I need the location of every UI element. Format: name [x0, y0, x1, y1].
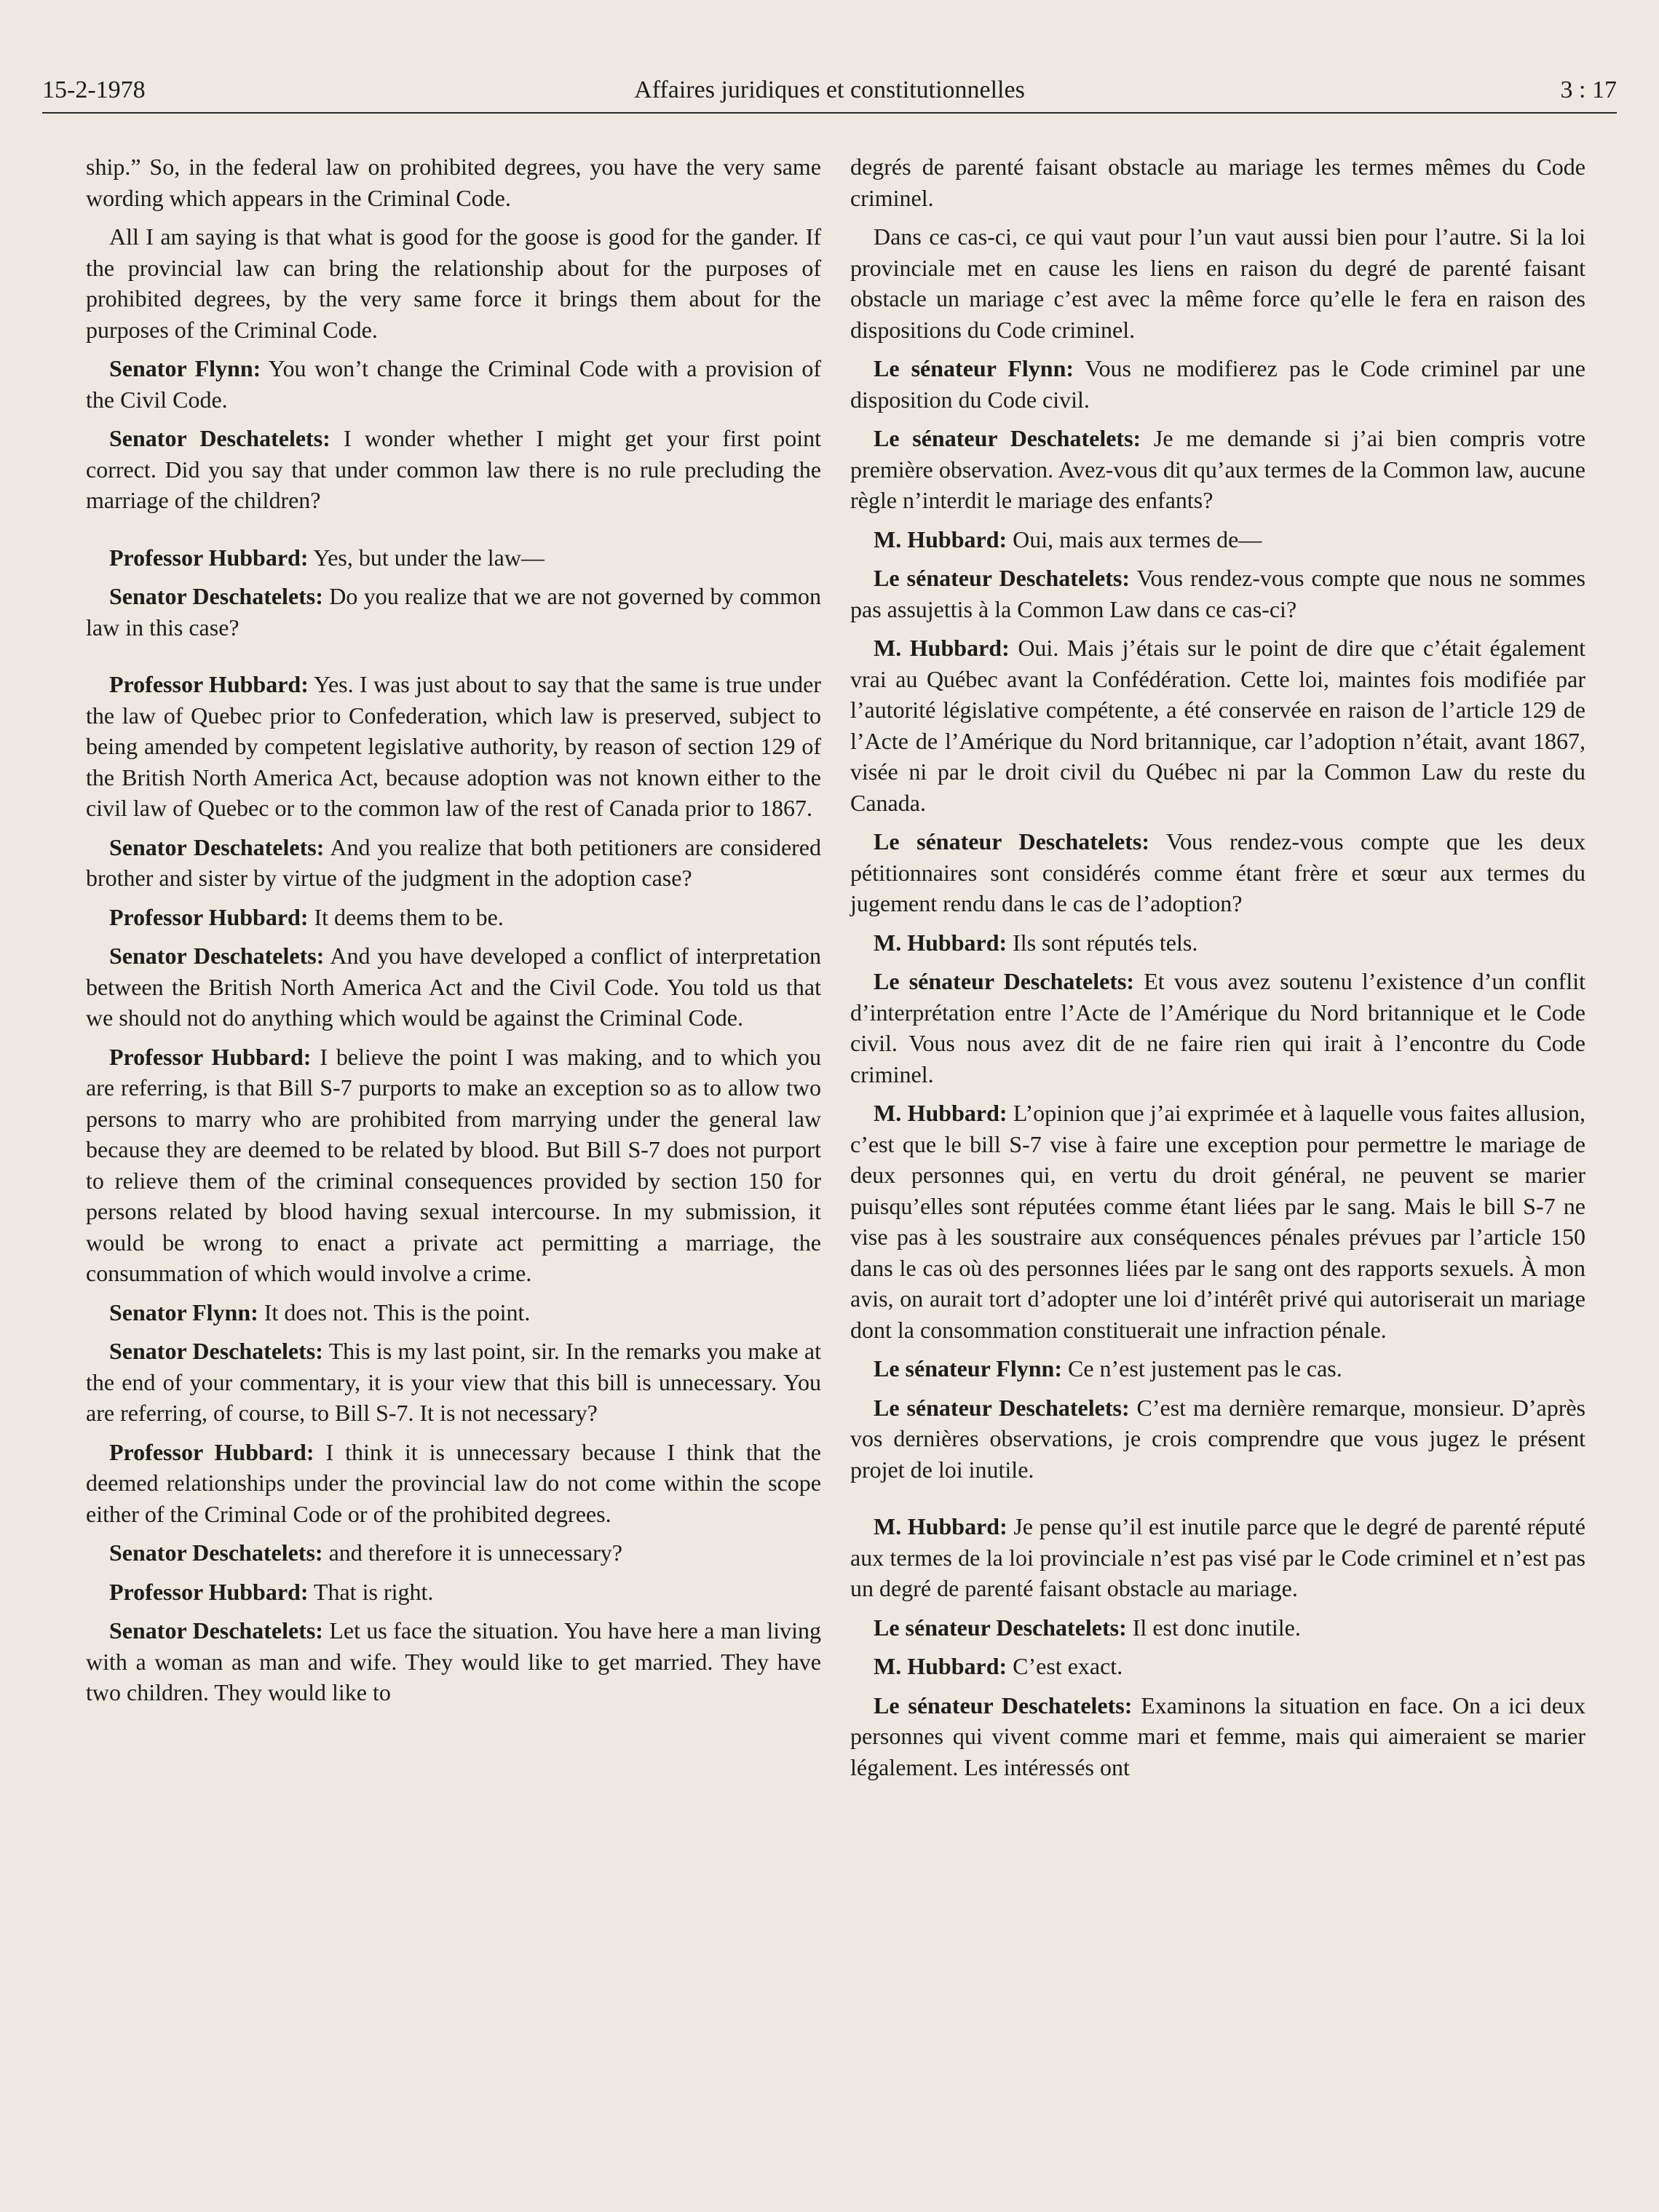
- paragraph-text: Je pense qu’il est inutile parce que le degré de parenté réputé aux termes de la loi provinciale n’est pas visé par le Code criminel et n’est pas un degré de parenté faisant obstacle au mariage.: [850, 1513, 1586, 1601]
- paragraph-text: I wonder whether I might get your first point correct. Did you say that under common law there is no rule precluding the marriage of the children?: [86, 425, 821, 513]
- paragraph-text: Oui. Mais j’étais sur le point de dire que c’était également vrai au Québec avant la Confédération. Cette loi, maintes fois modifiée par l’autorité législative compétente, a été conservée en raison de l’article 129 de l’Acte de l’Amérique du Nord britannique, car l’adoption n’était, avant 1867, visée ni par le droit civil du Québec ni par la Common Law du reste du Canada.: [850, 635, 1586, 816]
- paragraph-text: C’est exact.: [1007, 1653, 1123, 1679]
- speaker-name: Senator Flynn:: [109, 355, 261, 381]
- paragraph: [86, 940, 821, 1034]
- paragraph-text: Ils sont réputés tels.: [1007, 929, 1198, 956]
- paragraph-text: and therefore it is unnecessary?: [322, 1539, 622, 1566]
- speaker-name: M. Hubbard:: [874, 1100, 1007, 1126]
- paragraph: [850, 221, 1585, 345]
- paragraph-text: Do you realize that we are not governed by common law in this case?: [86, 583, 821, 641]
- paragraph-text: Vous ne modifierez pas le Code criminel par une disposition du Code civil.: [850, 355, 1586, 413]
- speaker-name: Senator Deschatelets:: [109, 943, 325, 969]
- paragraph: [850, 966, 1585, 1090]
- paragraph-text: Oui, mais aux termes de—: [1007, 526, 1262, 552]
- paragraph: [86, 1437, 821, 1530]
- paragraph: [86, 1577, 821, 1608]
- paragraph: [86, 221, 821, 345]
- paragraph: [86, 1615, 821, 1708]
- speaker-name: Professor Hubbard:: [109, 671, 309, 697]
- english-column: [86, 151, 821, 1716]
- paragraph-text: Je me demande si j’ai bien compris votre première observation. Avez-vous dit qu’aux termes de la Common law, aucune règle n’interdit le mariage des enfants?: [850, 425, 1586, 513]
- speaker-name: Professor Hubbard:: [109, 903, 309, 930]
- speaker-name: Professor Hubbard:: [109, 1578, 309, 1605]
- paragraph: [850, 1098, 1585, 1345]
- speaker-name: Senator Deschatelets:: [109, 1617, 323, 1644]
- paragraph-text: It deems them to be.: [308, 903, 504, 930]
- paragraph-text: All I am saying is that what is good for the goose is good for the gander. If the provincial law can bring the relationship about for the purposes of prohibited degrees, by the very same force it brings them about for the purposes of the Criminal Code.: [86, 223, 821, 343]
- paragraph-text: L’opinion que j’ai exprimée et à laquelle vous faites allusion, c’est que le bill S-7 vise à faire une exception pour permettre le mariage de deux personnes qui, en vertu du droit général, ne peuvent se marier puisqu’elles sont réputées comme étant liées par le sang. Mais le bill S-7 ne vise pas à les soustraire aux conséquences pénales prévues par l’article 150 dans le cas où des personnes liées par le sang ont des rapports sexuels. À mon avis, on aurait tort d’adopter une loi d’intérêt privé qui autoriserait un mariage dont la consommation constituerait une infraction pénale.: [850, 1100, 1586, 1343]
- speaker-name: Senator Flynn:: [109, 1299, 258, 1325]
- paragraph-text: degrés de parenté faisant obstacle au mariage les termes mêmes du Code criminel.: [850, 154, 1585, 211]
- page-header: [42, 76, 1617, 113]
- paragraph-text: You won’t change the Criminal Code with a provision of the Civil Code.: [86, 355, 822, 413]
- speaker-name: M. Hubbard:: [874, 929, 1007, 956]
- paragraph-text: Let us face the situation. You have here a man living with a woman as man and wife. They would like to get married. They have two children. They would like to: [86, 1617, 822, 1705]
- paragraph: [850, 633, 1585, 818]
- header-title: Affaires juridiques et constitutionnelles: [634, 76, 1025, 103]
- paragraph: [86, 1336, 821, 1429]
- speaker-name: M. Hubbard:: [874, 635, 1010, 661]
- speaker-name: Le sénateur Flynn:: [874, 1355, 1062, 1381]
- speaker-name: Senator Deschatelets:: [109, 1539, 323, 1566]
- paragraph: [850, 1612, 1585, 1644]
- paragraph: [86, 353, 821, 415]
- paragraph: [850, 353, 1585, 415]
- paragraph-text: And you realize that both petitioners are considered brother and sister by virtue of the judgment in the adoption case?: [86, 833, 822, 891]
- paragraph: [86, 832, 821, 894]
- speaker-name: Le sénateur Deschatelets:: [874, 828, 1149, 855]
- paragraph-text: Examinons la situation en face. On a ici deux personnes qui vivent comme mari et femme, mais qui aimeraient se marier légalement. Les intéressés ont: [850, 1692, 1586, 1780]
- french-column: [850, 151, 1585, 1791]
- paragraph-text: Ce n’est justement pas le cas.: [1061, 1355, 1342, 1381]
- paragraph: [850, 423, 1585, 516]
- paragraph: [86, 423, 821, 516]
- speaker-name: M. Hubbard:: [874, 526, 1007, 552]
- speaker-name: Senator Deschatelets:: [109, 425, 330, 451]
- paragraph: [86, 1297, 821, 1328]
- speaker-name: Le sénateur Deschatelets:: [874, 968, 1135, 994]
- paragraph-text: I think it is unnecessary because I think that the deemed relationships under the provincial law do not come within the scope either of the Criminal Code or of the prohibited degrees.: [86, 1438, 822, 1527]
- paragraph: [850, 1511, 1585, 1604]
- paragraph: [850, 1690, 1585, 1783]
- paragraph: [850, 1353, 1585, 1384]
- paragraph: [86, 902, 821, 933]
- paragraph: [850, 1651, 1585, 1682]
- paragraph-text: Yes. I was just about to say that the same is true under the law of Quebec prior to Confederation, which law is preserved, subject to being amended by competent legislative authority, by reason of section 129 of the British North America Act, because adoption was not known either to the civil law of Quebec or to the common law of the rest of Canada prior to 1867.: [86, 671, 822, 821]
- paragraph-text: This is my last point, sir. In the remarks you make at the end of your commentary, it is your view that this bill is unnecessary. You are referring, of course, to Bill S-7. It is not necessary?: [86, 1338, 822, 1426]
- paragraph: [850, 563, 1585, 625]
- paragraph-text: And you have developed a conflict of interpretation between the British North America Act and the Civil Code. You told us that we should not do anything which would be against the Criminal Code.: [86, 943, 822, 1031]
- paragraph-text: I believe the point I was making, and to which you are referring, is that Bill S-7 purports to make an exception so as to allow two persons to marry who are prohibited from marrying under the general law because they are deemed to be related by blood. But Bill S-7 does not purport to relieve them of the criminal consequences provided by section 150 for persons related by blood having sexual intercourse. In my submission, it would be wrong to enact a private act permitting a marriage, the consummation of which would involve a crime.: [86, 1043, 821, 1286]
- paragraph: [850, 927, 1585, 959]
- speaker-name: Senator Deschatelets:: [109, 583, 323, 609]
- speaker-name: Professor Hubbard:: [109, 544, 309, 571]
- speaker-name: Le sénateur Deschatelets:: [874, 1394, 1130, 1421]
- speaker-name: Le sénateur Deschatelets:: [874, 1614, 1127, 1641]
- header-date: 15-2-1978: [42, 76, 146, 103]
- paragraph: [850, 826, 1585, 919]
- paragraph: [86, 669, 821, 824]
- paragraph-text: Et vous avez soutenu l’existence d’un conflit d’interprétation entre l’Acte de l’Amérique du Nord britannique et le Code civil. Vous nous avez dit de ne faire rien qui irait à l’encontre du Code criminel.: [850, 968, 1585, 1087]
- paragraph: [86, 151, 821, 213]
- header-rule: [42, 112, 1617, 114]
- speaker-name: Le sénateur Deschatelets:: [874, 1692, 1133, 1719]
- paragraph: [850, 524, 1585, 555]
- speaker-name: Senator Deschatelets:: [109, 1338, 323, 1364]
- paragraph-text: Yes, but under the law—: [308, 544, 545, 571]
- paragraph: [86, 1537, 821, 1569]
- paragraph-text: Dans ce cas-ci, ce qui vaut pour l’un vaut aussi bien pour l’autre. Si la loi provinciale met en cause les liens en raison du degré de parenté faisant obstacle un mariage c’est avec la même force qu’elle le fera en raison des dispositions du Code criminel.: [850, 223, 1585, 343]
- speaker-name: Senator Deschatelets:: [109, 833, 325, 860]
- speaker-name: Le sénateur Flynn:: [874, 355, 1074, 381]
- speaker-name: Le sénateur Deschatelets:: [874, 565, 1131, 591]
- paragraph-text: C’est ma dernière remarque, monsieur. D’après vos dernières observations, je crois comprendre que vous jugez le présent projet de loi inutile.: [850, 1394, 1586, 1483]
- speaker-name: Le sénateur Deschatelets:: [874, 425, 1141, 451]
- speaker-name: Professor Hubbard:: [109, 1043, 312, 1070]
- paragraph: [850, 151, 1585, 213]
- speaker-name: M. Hubbard:: [874, 1653, 1007, 1679]
- speaker-name: Professor Hubbard:: [109, 1438, 314, 1465]
- paragraph: [850, 1392, 1585, 1486]
- speaker-name: M. Hubbard:: [874, 1513, 1007, 1539]
- paragraph-text: ship.” So, in the federal law on prohibited degrees, you have the very same wording which appears in the Criminal Code.: [86, 154, 821, 211]
- paragraph-text: That is right.: [308, 1578, 434, 1605]
- paragraph-text: Il est donc inutile.: [1126, 1614, 1301, 1641]
- paragraph-text: Vous rendez-vous compte que les deux pétitionnaires sont considérés comme étant frère et sœur aux termes du jugement rendu dans le cas de l’adoption?: [850, 828, 1586, 916]
- paragraph: [86, 581, 821, 643]
- page-number: 3 : 17: [1560, 76, 1617, 103]
- paragraph: [86, 1042, 821, 1289]
- paragraph-text: Vous rendez-vous compte que nous ne sommes pas assujettis à la Common Law dans ce cas-ci?: [850, 565, 1586, 622]
- paragraph: [86, 542, 821, 574]
- paragraph-text: It does not. This is the point.: [258, 1299, 531, 1325]
